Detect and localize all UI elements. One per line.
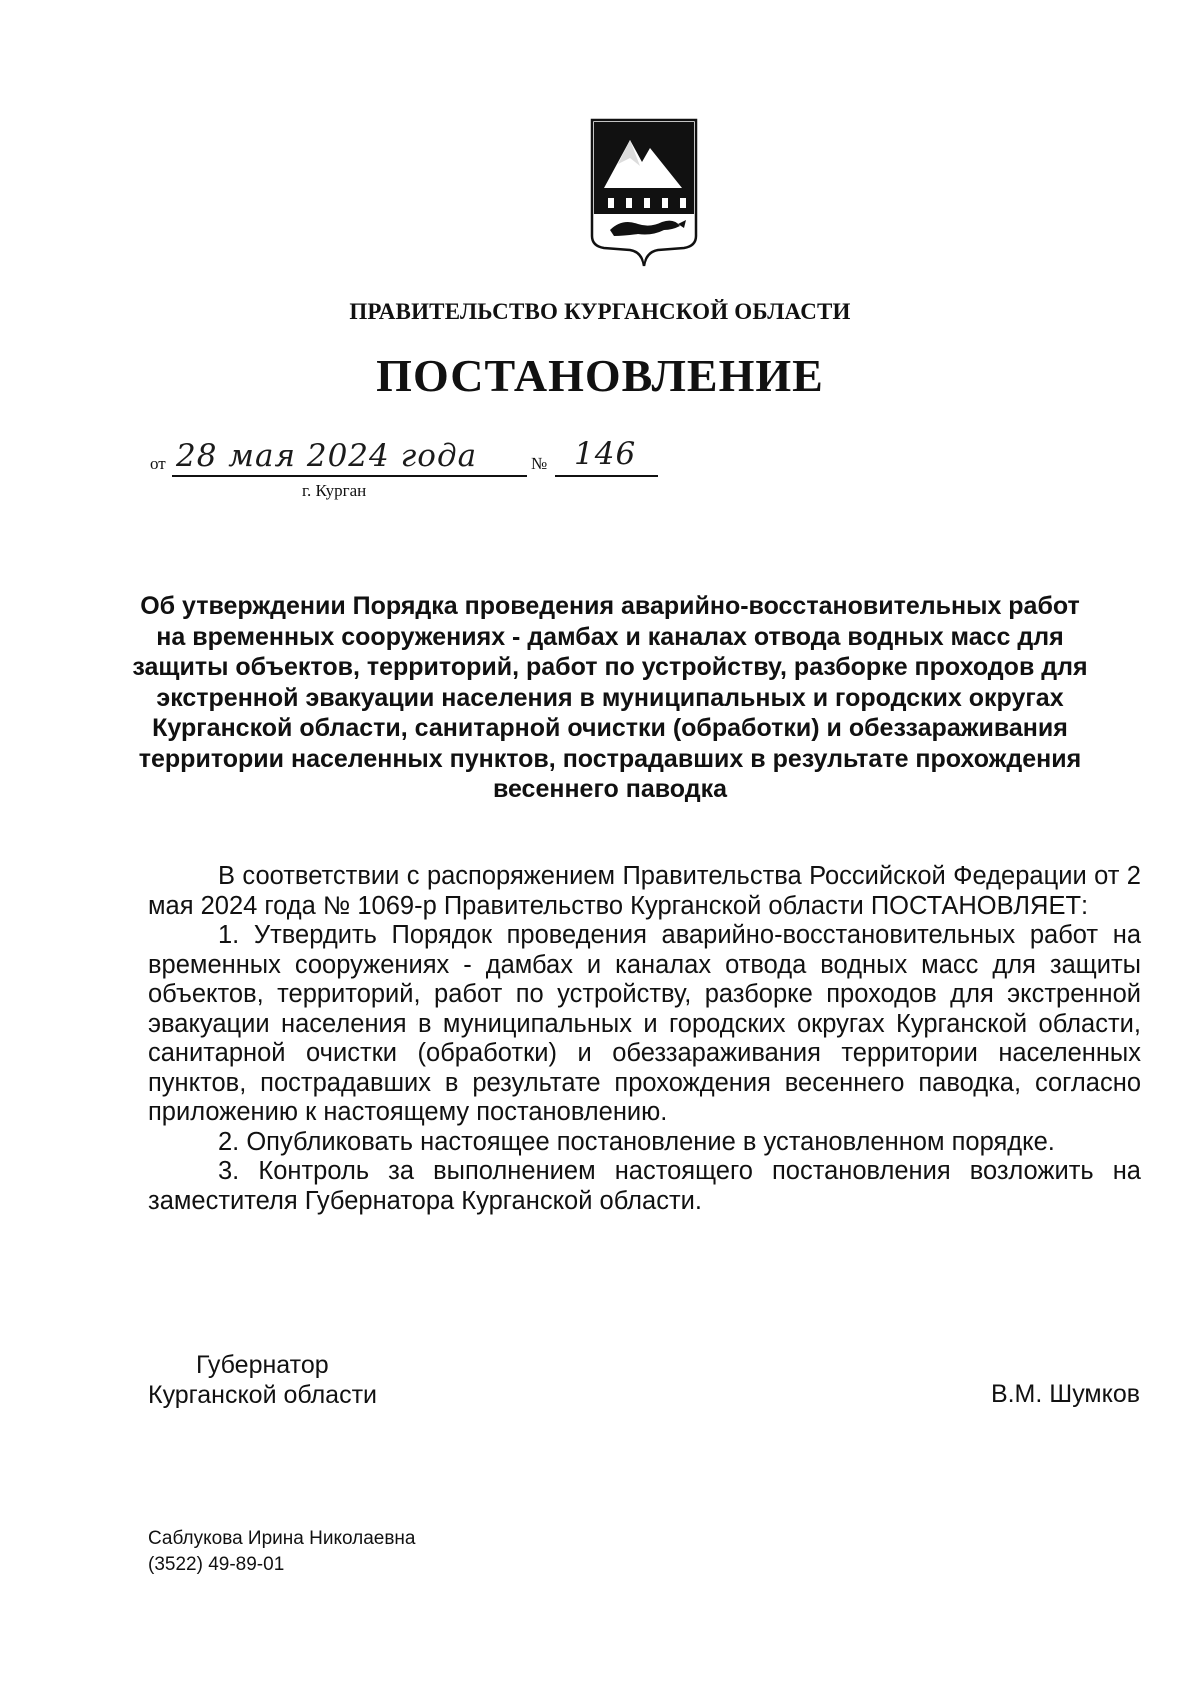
signatory-name: В.М. Шумков	[990, 1380, 1140, 1408]
number-label: №	[531, 454, 548, 473]
executor-phone: (3522) 49-89-01	[148, 1554, 285, 1575]
date-underline	[172, 475, 527, 477]
handwritten-number: 146	[574, 436, 637, 472]
preamble-paragraph: В соответствии с распоряжением Правительства Российской Федерации от 2 мая 2024 года № 1069-р Правительство Курганской области ПОСТАНОВЛЯЕТ:	[148, 862, 1141, 920]
signatory-post-line2: Курганской области	[148, 1381, 378, 1409]
date-number-block	[150, 436, 670, 522]
coat-of-arms-emblem	[588, 118, 700, 268]
item-3-paragraph: 3. Контроль за выполнением настоящего постановления возложить на заместителя Губернатора Курганской области.	[148, 1157, 1141, 1215]
number-underline	[555, 475, 658, 477]
document-type-title: ПОСТАНОВЛЕНИЕ	[376, 350, 824, 401]
executor-block	[148, 1526, 416, 1578]
government-title: ПРАВИТЕЛЬСТВО КУРГАНСКОЙ ОБЛАСТИ	[349, 299, 851, 324]
executor-name: Саблукова Ирина Николаевна	[148, 1528, 416, 1549]
signatory-post-line1: Губернатор	[196, 1351, 329, 1379]
item-1-paragraph: 1. Утвердить Порядок проведения аварийно-восстановительных работ на временных сооружениях - дамбах и каналах отвода водных масс для защиты объектов, территорий, работ по устройству, разборке проходов для экстренной эвакуации населения в муниципальных и городских округах Курганской области, санитарной очистки (обработки) и обеззараживания территории населенных пунктов, пострадавших в результате прохождения весеннего паводка, согласно приложению к настоящему постановлению.	[148, 921, 1141, 1126]
document-body	[148, 862, 1141, 1216]
date-from-label: от	[150, 454, 166, 473]
handwritten-date: 28 мая 2024 года	[176, 438, 478, 474]
city-label: г. Курган	[302, 481, 367, 500]
document-subject: Об утверждении Порядка проведения аварийно-восстановительных работ на временных сооружениях - дамбах и каналах отвода водных масс для защиты объектов, территорий, работ по устройству, разборке проходов для экстренной эвакуации населения в муниципальных и городских округах Курганской области, санитарной очистки (обработки) и обеззараживания территории населенных пунктов, пострадавших в результате прохождения весеннего паводка	[132, 592, 1088, 803]
item-2-paragraph: 2. Опубликовать настоящее постановление в установленном порядке.	[218, 1127, 1055, 1156]
signatory-position	[148, 1350, 377, 1410]
